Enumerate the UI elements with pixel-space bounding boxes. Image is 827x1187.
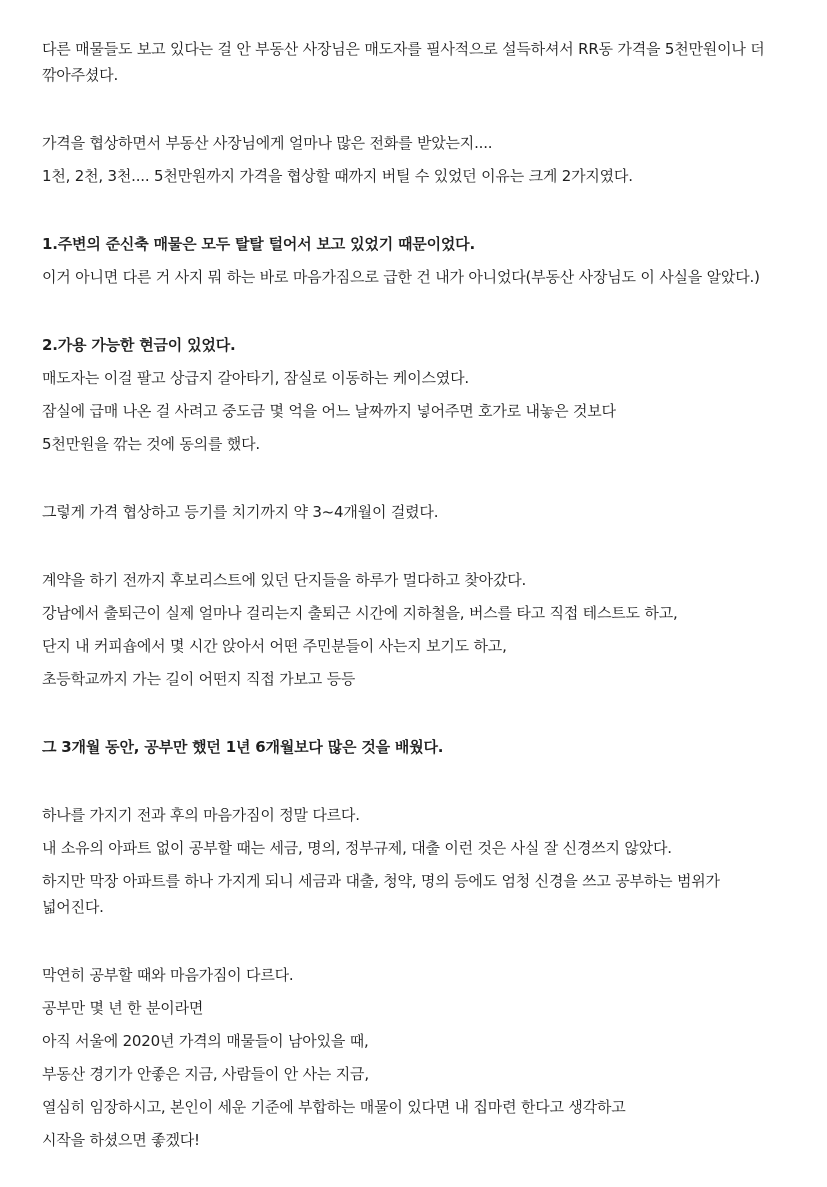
spacer [42,290,792,332]
paragraph-1: 다른 매물들도 보고 있다는 걸 안 부동산 사장님은 매도자를 필사적으로 설득하셔서 RR동 가격을 5천만원이나 더 깎아주셨다. [42,40,765,84]
spacer [42,525,792,567]
paragraph-8: 그렇게 가격 협상하고 등기를 치기까지 약 3~4개월이 걸렸다. [42,503,439,521]
paragraph-20: 열심히 임장하시고, 본인이 세운 기준에 부합하는 매물이 있다면 내 집마련 한다고 생각하고 [42,1098,626,1116]
spacer [42,391,792,398]
paragraph-18: 아직 서울에 2020년 가격의 매물들이 남아있을 때, [42,1032,369,1050]
paragraph-4: 이거 아니면 다른 거 사지 뭐 하는 바로 마음가짐으로 급한 건 내가 아니었다(부동산 사장님도 이 사실을 알았다.) [42,268,760,286]
paragraph-7: 5천만원을 깎는 것에 동의를 했다. [42,435,260,453]
paragraph-14: 내 소유의 아파트 없이 공부할 때는 세금, 명의, 정부규제, 대출 이런 것은 사실 잘 신경쓰지 않았다. [42,839,672,857]
spacer [42,692,792,734]
paragraph-6: 잠실에 급매 나온 걸 사려고 중도금 몇 억을 어느 날짜까지 넣어주면 호가로 내놓은 것보다 [42,402,616,420]
paragraph-10: 강남에서 출퇴근이 실제 얼마나 걸리는지 출퇴근 시간에 지하철을, 버스를 타고 직접 테스트도 하고, [42,604,678,622]
spacer [42,457,792,499]
spacer [42,358,792,365]
spacer [42,988,792,995]
spacer [42,189,792,231]
spacer [42,1054,792,1061]
spacer [42,1120,792,1127]
paragraph-5: 매도자는 이걸 팔고 상급지 갈아타기, 잠실로 이동하는 케이스였다. [42,369,469,387]
spacer [42,1087,792,1094]
spacer [42,659,792,666]
section-heading-2: 2.가용 가능한 현금이 있었다. [42,336,236,354]
spacer [42,1021,792,1028]
paragraph-3: 1천, 2천, 3천.... 5천만원까지 가격을 협상할 때까지 버틸 수 있었던 이유는 크게 2가지였다. [42,167,633,185]
paragraph-2: 가격을 협상하면서 부동산 사장님에게 얼마나 많은 전화를 받았는지.... [42,134,493,152]
paragraph-17: 공부만 몇 년 한 분이라면 [42,999,204,1017]
spacer [42,861,792,868]
spacer [42,626,792,633]
spacer [42,257,792,264]
section-heading-3: 그 3개월 동안, 공부만 했던 1년 6개월보다 많은 것을 배웠다. [42,738,444,756]
spacer [42,920,792,962]
spacer [42,156,792,163]
paragraph-12: 초등학교까지 가는 길이 어떤지 직접 가보고 등등 [42,670,356,688]
spacer [42,88,792,130]
spacer [42,424,792,431]
paragraph-13: 하나를 가지기 전과 후의 마음가짐이 정말 다르다. [42,806,360,824]
paragraph-19: 부동산 경기가 안좋은 지금, 사람들이 안 사는 지금, [42,1065,369,1083]
paragraph-15: 하지만 막장 아파트를 하나 가지게 되니 세금과 대출, 청약, 명의 등에도 엄청 신경을 쓰고 공부하는 범위가 넓어진다. [42,872,720,916]
paragraph-16: 막연히 공부할 때와 마음가짐이 다르다. [42,966,294,984]
section-heading-1: 1.주변의 준신축 매물은 모두 탈탈 털어서 보고 있었기 때문이었다. [42,235,475,253]
spacer [42,593,792,600]
paragraph-9: 계약을 하기 전까지 후보리스트에 있던 단지들을 하루가 멀다하고 찾아갔다. [42,571,527,589]
spacer [42,828,792,835]
paragraph-21: 시작을 하셨으면 좋겠다! [42,1131,200,1149]
document-body [42,36,792,1153]
paragraph-11: 단지 내 커피숍에서 몇 시간 앉아서 어떤 주민분들이 사는지 보기도 하고, [42,637,507,655]
spacer [42,760,792,802]
